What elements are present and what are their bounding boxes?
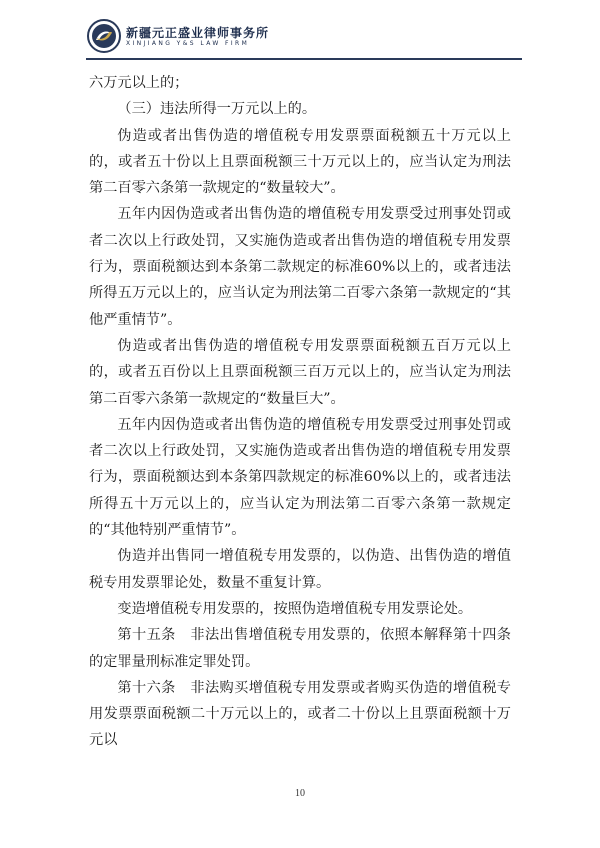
document-body	[89, 70, 511, 754]
firm-name-cn: 新疆元正盛业律师事务所	[126, 26, 270, 40]
paragraph: 第十五条 非法出售增值税专用发票的，依照本解释第十四条的定罪量刑标准定罪处罚。	[89, 627, 511, 670]
paragraph: 第十六条 非法购买增值税专用发票或者购买伪造的增值税专用发票票面税额二十万元以上的，或者二十份以上且票面税额十万元以	[89, 679, 511, 749]
header-divider	[86, 58, 522, 60]
paragraph: 五年内因伪造或者出售伪造的增值税专用发票受过刑事处罚或者二次以上行政处罚，又实施伪造或者出售伪造的增值税专用发票行为，票面税额达到本条第二款规定的标准60%以上的，或者违法所得五万元以上的，应当认定为刑法第二百零六条第一款规定的“其他严重情节”。	[89, 206, 511, 328]
paragraph: 伪造或者出售伪造的增值税专用发票票面税额五百万元以上的，或者五百份以上且票面税额三百万元以上的，应当认定为刑法第二百零六条第一款规定的“数量巨大”。	[89, 337, 511, 407]
paragraph: 变造增值税专用发票的，按照伪造增值税专用发票论处。	[117, 600, 473, 617]
document-header	[86, 18, 526, 60]
firm-logo-icon	[86, 18, 122, 54]
page-number: 10	[295, 788, 305, 799]
paragraph: 伪造或者出售伪造的增值税专用发票票面税额五十万元以上的，或者五十份以上且票面税额三十万元以上的，应当认定为刑法第二百零六条第一款规定的“数量较大”。	[89, 127, 511, 197]
paragraph: （三）违法所得一万元以上的。	[117, 101, 317, 118]
paragraph: 伪造并出售同一增值税专用发票的，以伪造、出售伪造的增值税专用发票罪论处，数量不重复计算。	[89, 548, 511, 591]
paragraph: 六万元以上的；	[89, 75, 189, 91]
paragraph: 五年内因伪造或者出售伪造的增值税专用发票受过刑事处罚或者二次以上行政处罚，又实施伪造或者出售伪造的增值税专用发票行为，票面税额达到本条第四款规定的标准60%以上的，或者违法所得五十万元以上的，应当认定为刑法第二百零六条第一款规定的“其他特别严重情节”。	[89, 416, 511, 539]
firm-name-en: XINJIANG Y&S LAW FIRM	[126, 40, 250, 47]
